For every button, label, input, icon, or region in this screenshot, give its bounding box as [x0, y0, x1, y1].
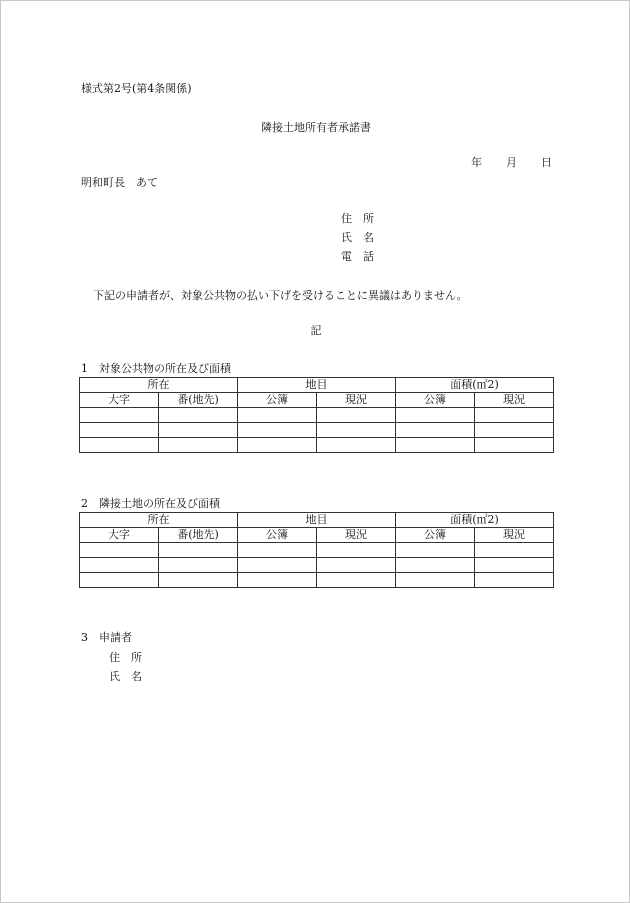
section2-heading: 2 隣接土地の所在及び面積: [81, 497, 220, 510]
date-month: 月: [506, 156, 517, 169]
header-lot-number: 番(地先): [159, 393, 238, 408]
cell-oaza[interactable]: [80, 408, 159, 423]
ki-heading: 記: [310, 324, 322, 337]
cell-lot-number[interactable]: [159, 558, 238, 573]
header-lot-number: 番(地先): [159, 528, 238, 543]
header-registry-category: 公簿: [238, 393, 317, 408]
cell-oaza[interactable]: [80, 438, 159, 453]
header-location: 所在: [80, 513, 238, 528]
header-current-category: 現況: [317, 528, 396, 543]
cell-registry-category[interactable]: [238, 423, 317, 438]
cell-lot-number[interactable]: [159, 543, 238, 558]
applicant-address-label: 住 所: [341, 212, 374, 225]
table-sub-header-row: [80, 528, 554, 543]
date-line: [471, 156, 552, 170]
table-row: [80, 573, 554, 588]
cell-current-area[interactable]: [475, 543, 554, 558]
applicant-name-label: 氏 名: [341, 231, 374, 244]
document-title: 隣接土地所有者承諾書: [261, 121, 371, 134]
cell-registry-area[interactable]: [396, 438, 475, 453]
header-location: 所在: [80, 378, 238, 393]
table-group-header-row: [80, 513, 554, 528]
cell-oaza[interactable]: [80, 543, 159, 558]
cell-registry-category[interactable]: [238, 543, 317, 558]
header-registry-category: 公簿: [238, 528, 317, 543]
table-group-header-row: [80, 378, 554, 393]
header-area: 面積(㎡2): [396, 378, 554, 393]
cell-registry-area[interactable]: [396, 408, 475, 423]
applicant-fields: [341, 212, 374, 269]
header-area: 面積(㎡2): [396, 513, 554, 528]
addressee: 明和町長 あて: [81, 176, 158, 189]
cell-oaza[interactable]: [80, 558, 159, 573]
table-row: [80, 543, 554, 558]
header-registry-area: 公簿: [396, 528, 475, 543]
cell-registry-category[interactable]: [238, 558, 317, 573]
table-row: [80, 423, 554, 438]
date-year: 年: [471, 156, 482, 169]
header-current-area: 現況: [475, 528, 554, 543]
section3-address-label: 住 所: [109, 651, 142, 664]
cell-current-area[interactable]: [475, 423, 554, 438]
section1-table: [79, 377, 554, 453]
table-row: [80, 408, 554, 423]
section3-heading: 3 申請者: [81, 631, 132, 644]
section3-name-label: 氏 名: [109, 670, 142, 683]
table-row: [80, 558, 554, 573]
cell-current-category[interactable]: [317, 438, 396, 453]
cell-registry-area[interactable]: [396, 573, 475, 588]
cell-current-category[interactable]: [317, 408, 396, 423]
date-day: 日: [541, 156, 552, 169]
cell-lot-number[interactable]: [159, 408, 238, 423]
consent-statement: 下記の申請者が、対象公共物の払い下げを受けることに異議はありません。: [93, 289, 468, 302]
table-sub-header-row: [80, 393, 554, 408]
cell-current-category[interactable]: [317, 423, 396, 438]
header-registry-area: 公簿: [396, 393, 475, 408]
cell-oaza[interactable]: [80, 573, 159, 588]
cell-current-category[interactable]: [317, 573, 396, 588]
header-oaza: 大字: [80, 528, 159, 543]
cell-lot-number[interactable]: [159, 573, 238, 588]
cell-oaza[interactable]: [80, 423, 159, 438]
header-land-category: 地目: [238, 378, 396, 393]
cell-registry-area[interactable]: [396, 423, 475, 438]
cell-current-area[interactable]: [475, 558, 554, 573]
cell-registry-area[interactable]: [396, 543, 475, 558]
applicant-phone-label: 電 話: [341, 250, 374, 263]
header-oaza: 大字: [80, 393, 159, 408]
cell-current-category[interactable]: [317, 558, 396, 573]
cell-registry-category[interactable]: [238, 573, 317, 588]
cell-lot-number[interactable]: [159, 438, 238, 453]
cell-registry-area[interactable]: [396, 558, 475, 573]
cell-current-area[interactable]: [475, 573, 554, 588]
cell-current-category[interactable]: [317, 543, 396, 558]
section2-table: [79, 512, 554, 588]
cell-lot-number[interactable]: [159, 423, 238, 438]
header-current-category: 現況: [317, 393, 396, 408]
cell-current-area[interactable]: [475, 438, 554, 453]
cell-current-area[interactable]: [475, 408, 554, 423]
form-number: 様式第2号(第4条関係): [81, 82, 192, 95]
cell-registry-category[interactable]: [238, 408, 317, 423]
cell-registry-category[interactable]: [238, 438, 317, 453]
header-land-category: 地目: [238, 513, 396, 528]
table-row: [80, 438, 554, 453]
header-current-area: 現況: [475, 393, 554, 408]
section1-heading: 1 対象公共物の所在及び面積: [81, 362, 231, 375]
